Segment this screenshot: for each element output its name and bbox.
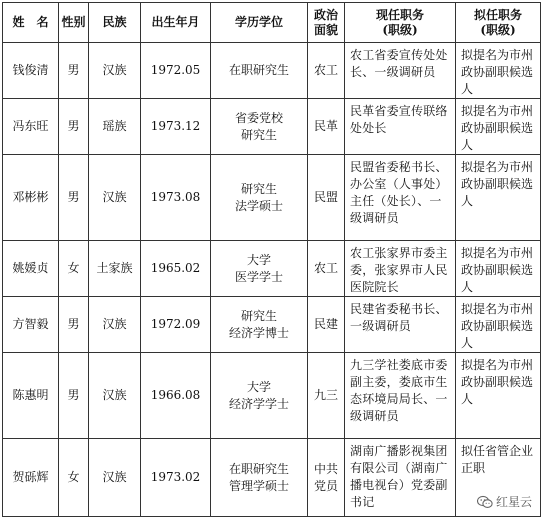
cell-text-line: 在职研究生	[228, 63, 289, 77]
cell-ethnicity	[89, 297, 141, 353]
cell-text-line: 1973.12	[150, 119, 201, 133]
cell-text-line: 冯东旺	[12, 119, 49, 133]
cell-text-line: 医学学士	[234, 269, 283, 284]
cell-proposed-post	[456, 297, 541, 353]
cell-text-line: 拟提名为市州政协副职候选人	[461, 48, 534, 96]
wechat-icon	[477, 495, 493, 509]
cell-political	[308, 99, 345, 155]
cell-text-line: 陈惠明	[12, 388, 49, 402]
cell-birth	[141, 99, 211, 155]
header-gender: 性别	[59, 3, 89, 43]
cell-text-line: 男	[67, 63, 80, 77]
cell-name	[3, 99, 59, 155]
cell-ethnicity	[89, 155, 141, 241]
cell-text-line: 政治	[313, 7, 338, 22]
header-birth: 出生年月	[141, 3, 211, 43]
cell-ethnicity	[89, 353, 141, 439]
cell-political	[308, 155, 345, 241]
cell-text-line: 农工张家界市委主委，张家界市人民医院院长	[350, 246, 448, 294]
header-current-post	[345, 3, 456, 43]
cell-text-line: 中共	[313, 461, 338, 476]
cell-ethnicity	[89, 241, 141, 297]
cell-birth	[141, 43, 211, 99]
cell-current-post	[345, 353, 456, 439]
cell-text-line: 女	[67, 261, 80, 275]
cell-current-post	[345, 439, 456, 517]
cell-name	[3, 155, 59, 241]
cell-text-line: 现任职务	[375, 7, 424, 22]
cell-political	[308, 43, 345, 99]
cell-name	[3, 43, 59, 99]
cell-text-line: 男	[67, 388, 80, 402]
cell-education	[211, 353, 308, 439]
cell-name	[3, 439, 59, 517]
header-ethnicity: 民族	[89, 3, 141, 43]
cell-text-line: 1972.09	[150, 317, 201, 331]
cell-text-line: 民盟省委秘书长、办公室（人事处）主任（处长）、一级调研员	[350, 160, 448, 225]
table-row	[3, 439, 541, 517]
cell-text-line: 汉族	[102, 190, 127, 204]
cell-birth	[141, 297, 211, 353]
cell-text-line: 钱俊清	[12, 63, 49, 77]
cell-proposed-post	[456, 241, 541, 297]
cell-proposed-post	[456, 155, 541, 241]
cell-name	[3, 241, 59, 297]
cell-birth	[141, 439, 211, 517]
cell-text-line: 在职研究生	[228, 461, 289, 476]
cell-text-line: 经济学学士	[228, 396, 289, 411]
cell-political	[308, 241, 345, 297]
cell-text-line: 湖南广播影视集团有限公司（湖南广播电视台）党委副书记	[350, 444, 448, 509]
cell-text-line: 研究生	[240, 127, 277, 142]
cell-text-line: 研究生	[240, 308, 277, 323]
cell-text-line: 男	[67, 317, 80, 331]
cell-text-line: 汉族	[102, 470, 127, 484]
cell-text-line: 民建省委秘书长、一级调研员	[350, 302, 448, 333]
cell-education	[211, 99, 308, 155]
cell-gender	[59, 241, 89, 297]
cell-text-line: 姚媛贞	[12, 261, 49, 275]
cell-current-post	[345, 43, 456, 99]
table-row	[3, 155, 541, 241]
cell-text-line: 民革	[313, 119, 338, 133]
watermark	[474, 492, 535, 511]
table-row	[3, 297, 541, 353]
cell-text-line: 土家族	[96, 261, 133, 275]
cell-text-line: 经济学博士	[228, 325, 289, 340]
cell-political	[308, 297, 345, 353]
cell-political	[308, 353, 345, 439]
cell-text-line: 农工省委宣传处处长、一级调研员	[350, 48, 448, 79]
cell-text-line: 大学	[246, 379, 271, 394]
cell-text-line: 瑶族	[102, 119, 127, 133]
header-proposed-post	[456, 3, 541, 43]
cell-name	[3, 353, 59, 439]
header-row	[3, 3, 541, 43]
cell-ethnicity	[89, 43, 141, 99]
cell-text-line: 拟提名为市州政协副职候选人	[461, 302, 534, 350]
cell-education	[211, 439, 308, 517]
header-political	[308, 3, 345, 43]
cell-birth	[141, 155, 211, 241]
cell-text-line: 省委党校	[234, 110, 283, 125]
cell-current-post	[345, 297, 456, 353]
cell-text-line: 拟提名为市州政协副职候选人	[461, 160, 534, 208]
cell-text-line: 拟任省管企业正职	[461, 444, 534, 475]
cell-birth	[141, 353, 211, 439]
cell-ethnicity	[89, 99, 141, 155]
cell-text-line: 男	[67, 119, 80, 133]
cell-name	[3, 297, 59, 353]
cell-text-line: 贺砾辉	[12, 470, 49, 484]
watermark-text: 红星云	[495, 495, 532, 509]
cell-text-line: 拟任职务	[473, 7, 522, 22]
cell-current-post	[345, 99, 456, 155]
cell-text-line: 管理学硕士	[228, 478, 289, 493]
table-row	[3, 43, 541, 99]
cell-text-line: 民革省委宣传联络处处长	[350, 104, 448, 135]
cell-text-line: 方智毅	[12, 317, 49, 331]
cell-text-line: 拟提名为市州政协副职候选人	[461, 104, 534, 152]
cell-education	[211, 241, 308, 297]
cell-proposed-post	[456, 99, 541, 155]
cell-gender	[59, 439, 89, 517]
cell-gender	[59, 99, 89, 155]
cell-text-line: 1973.08	[150, 190, 201, 204]
cell-text-line: 党员	[313, 478, 338, 493]
cell-text-line: 汉族	[102, 63, 127, 77]
cell-gender	[59, 297, 89, 353]
cell-text-line: 拟提名为市州政协副职候选人	[461, 358, 534, 406]
cell-text-line: 1965.02	[150, 261, 201, 275]
cell-education	[211, 43, 308, 99]
cell-current-post	[345, 241, 456, 297]
cell-text-line: 农工	[313, 261, 338, 275]
cell-proposed-post	[456, 353, 541, 439]
cadre-table	[2, 2, 541, 517]
cell-text-line: 1973.02	[150, 470, 201, 484]
cell-birth	[141, 241, 211, 297]
cell-text-line: 男	[67, 190, 80, 204]
cell-text-line: 拟提名为市州政协副职候选人	[461, 246, 534, 294]
cell-text-line: 法学硕士	[234, 198, 283, 213]
cell-text-line: 汉族	[102, 317, 127, 331]
cell-political	[308, 439, 345, 517]
cell-proposed-post	[456, 43, 541, 99]
cell-text-line: (职级)	[480, 22, 516, 37]
cell-text-line: 大学	[246, 252, 271, 267]
table-row	[3, 353, 541, 439]
table-row	[3, 99, 541, 155]
cell-gender	[59, 353, 89, 439]
cell-current-post	[345, 155, 456, 241]
cell-ethnicity	[89, 439, 141, 517]
cell-text-line: 民盟	[313, 190, 338, 204]
cell-education	[211, 155, 308, 241]
table-row	[3, 241, 541, 297]
cell-text-line: 研究生	[240, 181, 277, 196]
cell-text-line: 农工	[313, 63, 338, 77]
header-name: 姓 名	[3, 3, 59, 43]
cell-text-line: 女	[67, 470, 80, 484]
cell-text-line: 邓彬彬	[12, 190, 49, 204]
header-education: 学历学位	[211, 3, 308, 43]
cell-text-line: 1966.08	[150, 388, 201, 402]
cell-text-line: 民建	[313, 317, 338, 331]
cell-text-line: 九三	[313, 388, 338, 402]
cell-education	[211, 297, 308, 353]
cell-text-line: 九三学社娄底市委副主委，娄底市生态环境局局长、一级调研员	[350, 358, 448, 423]
cell-text-line: 面貌	[313, 22, 338, 37]
cell-text-line: 汉族	[102, 388, 127, 402]
cell-text-line: 1972.05	[150, 63, 201, 77]
cell-gender	[59, 43, 89, 99]
cell-text-line: (职级)	[382, 22, 418, 37]
cell-gender	[59, 155, 89, 241]
